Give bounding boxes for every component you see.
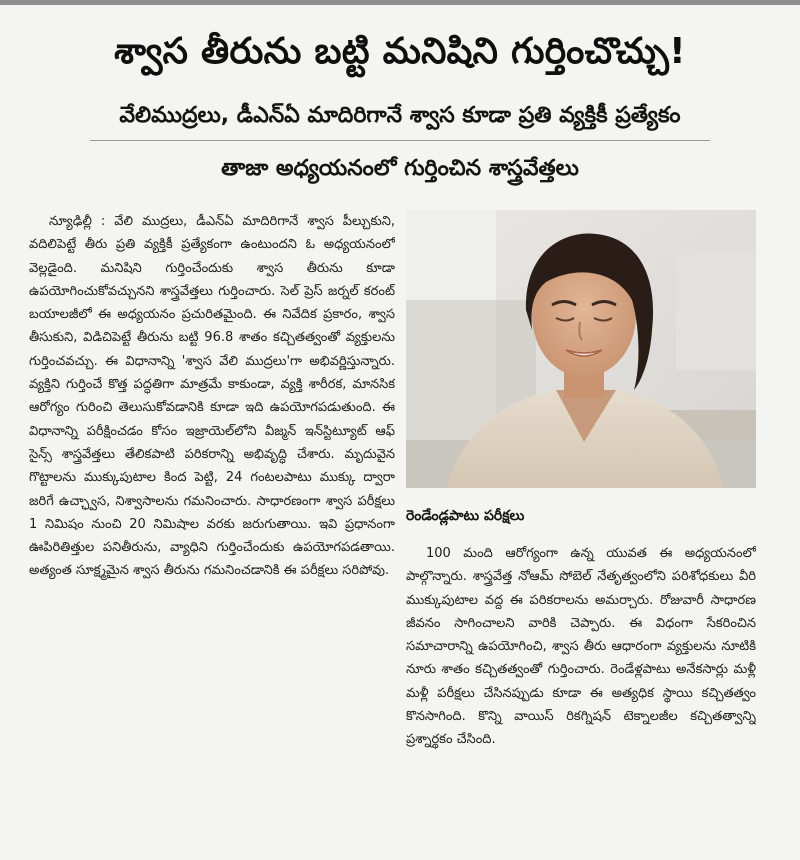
article-body-right: 100 మంది ఆరోగ్యంగా ఉన్న యువత ఈ అధ్యయనంలో పాల్గొన్నారు. శాస్త్రవేత్త నోఆమ్ సోబెల్ నేతృత్వంలోని పరిశోధకులు వీరి ముక్కుపుటాల వద్ద ఈ పరికరాలను అమర్చారు. రోజువారీ సాధారణ జీవనం సాగించాలని వారికి చెప్పారు. ఈ విధంగా సేకరించిన సమాచారాన్ని ఉపయోగించి, శ్వాస తీరు ఆధారంగా వ్యక్తులను నూటికి నూరు శాతం కచ్చితత్వంతో గుర్తించారు. రెండేళ్లపాటు అనేకసార్లు మళ్లీ మళ్లీ పరీక్షలు చేసినప్పుడు కూడా ఈ అత్యధిక స్థాయి కచ్చితత్వం కొనసాగింది. కొన్ని వాయిస్ రికగ్నిషన్ టెక్నాలజీల కచ్చితత్వాన్ని ప్రశ్నార్థకం చేసింది. xyxy=(406,546,756,748)
deck-line-2: తాజా అధ్యయనంలో గుర్తించిన శాస్త్రవేత్తలు xyxy=(221,156,579,181)
top-border-rule xyxy=(0,0,800,5)
article-body-left: న్యూఢిల్లీ : వేలి ముద్రలు, డీఎన్ఏ మాదిరిగానే శ్వాస పీల్చుకుని, వదిలిపెట్టే తీరు ప్రతి వ్యక్తికీ ప్రత్యేకంగా ఉంటుందని ఓ అధ్యయనంలో వెల్లడైంది. మనిషిని గుర్తించేందుకు శ్వాస తీరును కూడా ఉపయోగించుకోవచ్చునని శాస్త్రవేత్తలు గుర్తించారు. సెల్ ప్రెస్ జర్నల్ కరంట్ బయాలజీలో ఈ అధ్యయనం ప్రచురితమైంది. ఈ నివేదిక ప్రకారం, శ్వాస తీసుకుని, విడిచిపెట్టే తీరును బట్టి 96.8 శాతం కచ్చితత్వంతో వ్యక్తులను గుర్తించవచ్చు. ఈ విధానాన్ని 'శ్వాస వేలి ముద్రలు'గా అభివర్ణిస్తున్నారు. వ్యక్తిని గుర్తించే కొత్త పద్ధతిగా మాత్రమే కాకుండా, వ్యక్తి శారీరక, మానసిక ఆరోగ్యం గురించి తెలుసుకోవడానికి కూడా ఇది ఉపయోగపడుతుంది. ఈ విధానాన్ని పరీక్షించడం కోసం ఇజ్రాయెల్‌లోని వీజ్మన్ ఇన్‌స్టిట్యూట్ ఆఫ్ సైన్స్ శాస్త్రవేత్తలు తేలికపాటి పరికరాన్ని అభివృద్ధి చేశారు. మృదువైన గొట్టాలను ముక్కుపుటాల కింద పెట్టి, 24 గంటలపాటు ముక్కు ద్వారా జరిగే ఉచ్ఛ్వాస, నిశ్వాసాలను గమనించారు. సాధారణంగా శ్వాస పరీక్షలు 1 నిమిషం నుంచి 20 నిమిషాల వరకు జరుగుతాయి. ఇవి ప్రధానంగా ఊపిరితిత్తుల పనితీరును, వ్యాధిని గుర్తించేందుకు ఉపయోగపడతాయి. అత్యంత సూక్ష్మమైన శ్వాస తీరును గమనించడానికి ఈ పరీక్షలు సరిపోవు. xyxy=(29,214,395,579)
article-photo xyxy=(406,210,756,488)
headline: శ్వాస తీరును బట్టి మనిషిని గుర్తించొచ్చు! xyxy=(114,31,686,72)
article-column-left xyxy=(29,210,395,840)
section-subhead: రెండేండ్లపాటు పరీక్షలు xyxy=(406,508,525,524)
deck-line-1: వేలిముద్రలు, డీఎన్ఏ మాదిరిగానే శ్వాస కూడా ప్రతి వ్యక్తికీ ప్రత్యేకం xyxy=(119,103,681,128)
article-column-right xyxy=(406,542,756,842)
woman-breathing-image xyxy=(406,210,756,488)
deck-divider xyxy=(90,140,710,141)
